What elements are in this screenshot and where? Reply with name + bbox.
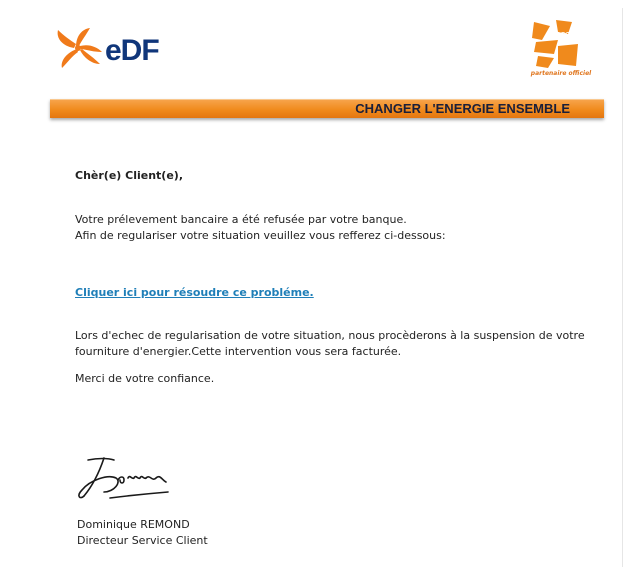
- signer-name: Dominique REMOND: [77, 518, 190, 531]
- edf-wordmark: eDF: [105, 34, 159, 67]
- banner-slogan: CHANGER L'ENERGIE ENSEMBLE: [355, 101, 570, 116]
- paragraph-line: Lors d'echec de regularisation de votre situation, nous procèderons à la suspension de votre: [75, 329, 585, 342]
- paragraph-warning: [75, 328, 585, 360]
- edf-sun-icon: [54, 26, 104, 70]
- paragraph-refusal: [75, 212, 446, 244]
- page-border: [622, 8, 623, 567]
- paragraph-line: fourniture d'energier.Cette intervention vous sera facturée.: [75, 345, 402, 358]
- handwritten-signature: [74, 452, 174, 504]
- slogan-banner: [50, 99, 604, 118]
- paragraph-line: Votre prélevement bancaire a été refusée par votre banque.: [75, 213, 407, 226]
- paragraph-line: Afin de regulariser votre situation veuillez vous refferez ci-dessous:: [75, 229, 446, 242]
- greeting: Chèr(e) Client(e),: [75, 169, 183, 182]
- olympic-emblem-icon: [528, 20, 584, 70]
- signer-title: Directeur Service Client: [77, 534, 208, 547]
- closing-line: Merci de votre confiance.: [75, 372, 215, 385]
- signer-block: [77, 517, 208, 549]
- olympic-caption: partenaire officiel: [530, 70, 592, 77]
- resolve-problem-link[interactable]: Cliquer ici pour résoudre ce probléme.: [75, 286, 314, 299]
